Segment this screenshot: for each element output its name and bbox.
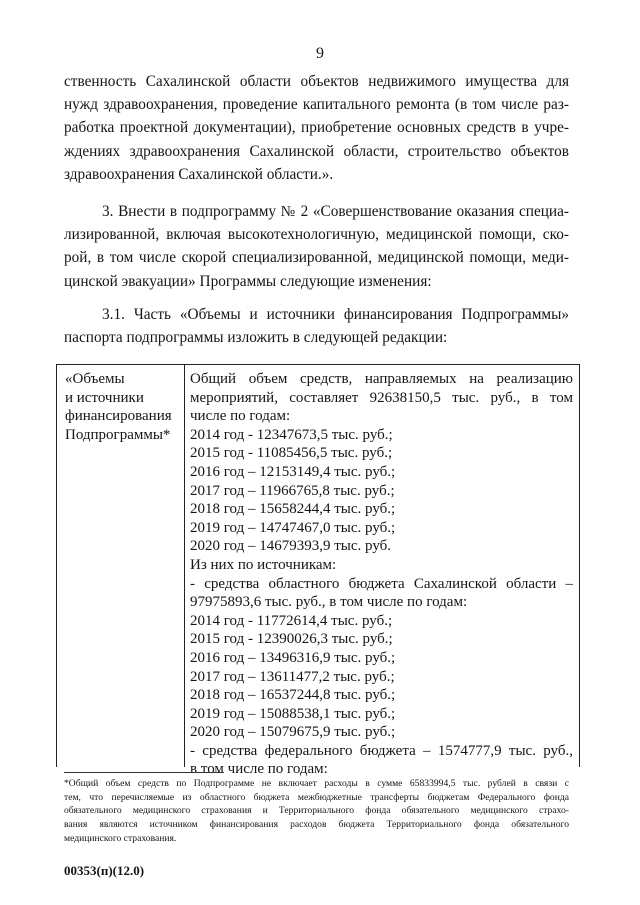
text-line: работка проектной документации), приобретение основных средств в учре-: [64, 119, 569, 137]
value-line: 2017 год – 11966765,8 тыс. руб.;: [190, 482, 395, 499]
text-line: цинской эвакуации» Программы следующие изменения:: [64, 272, 432, 290]
value-line: 2017 год – 13611477,2 тыс. руб.;: [190, 668, 395, 685]
value-line: 2020 год – 14679393,9 тыс. руб.: [190, 538, 392, 555]
footnote-separator: [64, 772, 224, 773]
value-line: в том числе по годам:: [190, 761, 328, 778]
value-line: 2018 год – 15658244,4 тыс. руб.;: [190, 501, 396, 518]
value-line: числе по годам:: [190, 408, 291, 425]
value-line: 2019 год – 14747467,0 тыс. руб.;: [190, 519, 396, 536]
value-line: 2015 год - 12390026,3 тыс. руб.;: [190, 631, 393, 648]
footnote-line: вания являются источником финансирования расходов бюджета Территориального фонда обязательного: [64, 819, 569, 831]
label-line: «Объемы: [65, 371, 125, 387]
label-line: и источники: [65, 389, 144, 406]
label-line: Подпрограммы*: [65, 426, 171, 443]
footnote-line: тем, что перечисляемые из областного бюджета межбюджетные трансферты бюджетам Федерального фонда: [64, 791, 569, 803]
paragraph-continuation: [64, 70, 569, 186]
footnote-line: *Общий объем средств по Подпрограмме не включает расходы в сумме 65833994,5 тыс. рублей в связи с: [64, 778, 569, 789]
value-line: 2019 год – 15088538,1 тыс. руб.;: [190, 705, 396, 722]
text-line: ждениях здравоохранения Сахалинской области, строительство объектов: [64, 142, 569, 160]
text-line: здравоохранения Сахалинской области.».: [64, 165, 334, 183]
footnote-line: обязательного медицинского страхования и Территориального фонда обязательного медицинского страхо-: [64, 805, 569, 817]
value-line: - средства областного бюджета Сахалинской области –: [190, 575, 573, 592]
text-line: 3. Внести в подпрограмму № 2 «Совершенствование оказания специа-: [102, 203, 569, 220]
table-label-cell: [65, 370, 181, 444]
value-line: 2018 год – 16537244,8 тыс. руб.;: [190, 687, 396, 704]
value-line: 97975893,6 тыс. руб., в том числе по годам:: [190, 594, 468, 611]
value-line: Общий объем средств, направляемых на реализацию: [190, 371, 573, 387]
document-code: 00353(п)(12.0): [64, 863, 145, 878]
value-line: 2015 год - 11085456,5 тыс. руб.;: [190, 445, 393, 462]
footnote-line: медицинского страхования.: [64, 832, 177, 844]
table-column-divider: [184, 365, 185, 767]
text-line: ственность Сахалинской области объектов недвижимого имущества для: [64, 73, 569, 90]
value-line: 2014 год - 11772614,4 тыс. руб.;: [190, 612, 393, 629]
paragraph-item-3: [64, 200, 569, 293]
value-line: Из них по источникам:: [190, 556, 337, 573]
text-line: 3.1. Часть «Объемы и источники финансирования Подпрограммы»: [102, 306, 569, 323]
value-line: - средства федерального бюджета – 1574777,9 тыс. руб.,: [190, 742, 573, 759]
value-line: мероприятий, составляет 92638150,5 тыс. руб., в том: [190, 389, 573, 406]
page-number: 9: [316, 45, 324, 62]
paragraph-item-3-1: [64, 303, 569, 349]
value-line: 2016 год – 12153149,4 тыс. руб.;: [190, 463, 396, 480]
text-line: нужд здравоохранения, проведение капитального ремонта (в том числе раз-: [64, 96, 569, 114]
text-line: рой, в том числе скорой специализированной, медицинской помощи, меди-: [64, 249, 569, 267]
text-line: лизированной, включая высокотехнологичную, медицинской помощи, ско-: [64, 226, 569, 244]
value-line: 2014 год - 12347673,5 тыс. руб.;: [190, 426, 393, 443]
footnote: [64, 777, 569, 846]
value-line: 2016 год – 13496316,9 тыс. руб.;: [190, 649, 396, 666]
text-line: паспорта подпрограммы изложить в следующей редакции:: [64, 329, 448, 347]
table-value-cell: [190, 370, 573, 779]
value-line: 2020 год – 15079675,9 тыс. руб.;: [190, 724, 396, 741]
funding-table: [56, 364, 580, 778]
label-line: финансирования: [65, 408, 172, 425]
